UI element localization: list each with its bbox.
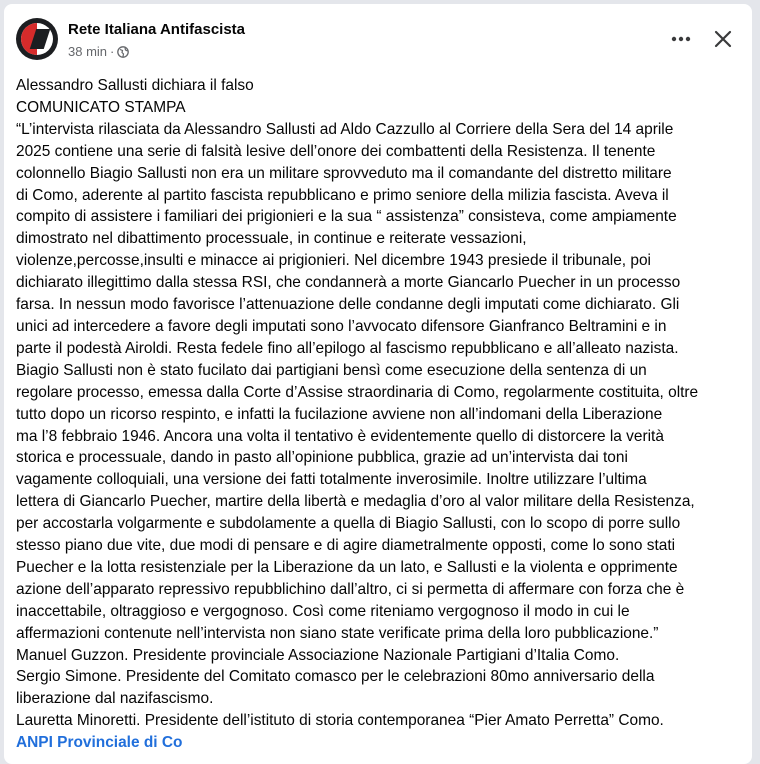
post-card — [4, 4, 752, 764]
post-line: vagamente colloquiali, una versione dei fatti totalmente inverosimile. Inoltre utilizzare l’ultima — [16, 471, 647, 489]
post-line: Sergio Simone. Presidente del Comitato comasco per le celebrazioni 80mo anniversario della — [16, 668, 655, 686]
meta-separator: · — [110, 44, 115, 59]
post-line: stesso piano due vite, due modi di pensare e di agire diametralmente opposti, come lo sono stati — [16, 537, 676, 555]
more-horizontal-icon — [671, 36, 691, 42]
post-line: Biagio Sallusti non è stato fucilato dai partigiani bensì come esecuzione della sentenza di un — [16, 361, 647, 379]
post-line: liberazione dal nazifascismo. — [16, 690, 214, 708]
page-name[interactable]: Rete Italiana Antifascista — [68, 21, 246, 38]
post-line: Manuel Guzzon. Presidente provinciale Associazione Nazionale Partigiani d’Italia Como. — [16, 646, 620, 664]
close-icon — [714, 30, 732, 48]
post-line: dimostrato nel dibattimento processuale, in continue e reiterate vessazioni, — [16, 230, 527, 248]
post-line: di Como, aderente al partito fascista repubblicano e primo seniore della milizia fascista. Aveva il — [16, 186, 669, 204]
post-line: unici ad intercedere a favore degli imputati sono l’avvocato difensore Gianfranco Beltramini e in — [16, 317, 667, 335]
page-tag-link[interactable]: ANPI Provinciale di Co — [16, 734, 183, 752]
post-line: 2025 contiene una serie di falsità lesive dell’onore dei combattenti della Resistenza. Il tenente — [16, 142, 656, 160]
post-line: lettera di Giancarlo Puecher, martire della libertà e medaglia d’oro al valor militare della Resistenza, — [16, 493, 695, 511]
close-button[interactable] — [706, 22, 740, 56]
post-line: Alessandro Sallusti dichiara il falso — [16, 77, 254, 94]
avatar-logo — [21, 23, 53, 55]
post-line: dichiarato illegittimo dalla stessa RSI, che condannerà a morte Giancarlo Puecher in un processo — [16, 274, 681, 292]
post-line: colonnello Biagio Sallusti non era un militare sprovveduto ma il comandante del distretto militare — [16, 164, 672, 182]
post-line: inaccettabile, oltraggioso e vergognoso. Così come riteniamo vergognoso il modo in cui le — [16, 602, 630, 620]
page-avatar[interactable] — [16, 18, 58, 60]
post-line: storica e processuale, dando in pasto all’opinione pubblica, grazie ad un’intervista dai toni — [16, 449, 628, 467]
post-header — [16, 16, 740, 64]
globe-icon — [117, 46, 129, 58]
post-body — [16, 75, 738, 754]
post-line: “L’intervista rilasciata da Alessandro Sallusti ad Aldo Cazzullo al Corriere della Sera del 14 aprile — [16, 120, 674, 138]
post-line: compito di assistere i familiari dei prigionieri e la sua “ assistenza” consisteva, come ampiamente — [16, 208, 677, 226]
post-line: farsa. In nessun modo favorisce l’attenuazione delle condanne degli imputati come dichiarato. Gli — [16, 296, 680, 314]
post-line: COMUNICATO STAMPA — [16, 98, 186, 116]
post-meta — [68, 44, 129, 59]
post-line: affermazioni contenute nell’intervista non siano state verificate prima della loro pubblicazione.” — [16, 624, 659, 642]
post-line: parte il podestà Airoldi. Resta fedele fino all’epilogo al fascismo repubblicano e all’alleato nazista. — [16, 339, 679, 357]
post-line: violenze,percosse,insulti e minacce ai prigionieri. Nel dicembre 1943 presiede il tribunale, poi — [16, 252, 651, 270]
post-line: per accostarla volgarmente e subdolamente a quella di Biagio Sallusti, con lo scopo di porre sullo — [16, 515, 681, 533]
post-line: tutto dopo un ricorso respinto, e infatti la fucilazione avviene non all’indomani della Liberazione — [16, 405, 663, 423]
post-time[interactable]: 38 min — [68, 44, 108, 59]
post-line: Puecher e la lotta resistenziale per la Liberazione da un lato, e Sallusti e la violenta e opprimente — [16, 558, 678, 576]
post-line: Lauretta Minoretti. Presidente dell’istituto di storia contemporanea “Pier Amato Perretta” Como. — [16, 712, 664, 730]
post-line: azione dell’apparato repressivo repubblichino dall’altro, ci si permetta di affermare con forza che è — [16, 580, 685, 598]
post-line: regolare processo, emessa dalla Corte d’Assise straordinaria di Como, regolarmente costituita, oltre — [16, 383, 699, 401]
post-line: ma l’8 febbraio 1946. Ancora una volta il tentativo è evidentemente quello di distorcere la verità — [16, 427, 664, 445]
more-options-button[interactable] — [666, 24, 696, 54]
